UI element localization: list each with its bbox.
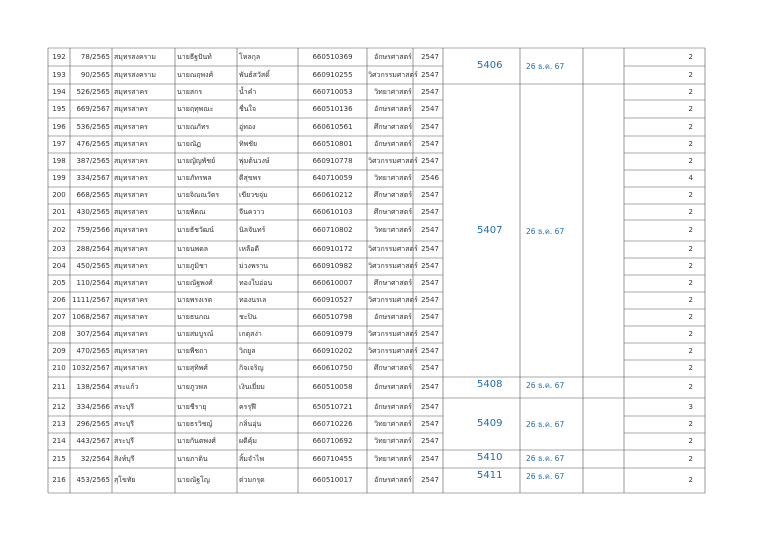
- table-cell: 296/2565: [76, 420, 110, 428]
- table-cell: 2: [688, 157, 693, 165]
- table-cell: นายณัฐโญ: [177, 476, 210, 484]
- table-cell: 660910527: [312, 296, 353, 304]
- table-cell: เขียวขจุ่ม: [239, 191, 268, 199]
- table-cell: 210: [52, 364, 66, 372]
- table-cell: 2546: [421, 174, 439, 182]
- table-cell: 196: [52, 122, 66, 131]
- table-cell: 2: [688, 347, 693, 355]
- table-cell: 2547: [421, 454, 439, 463]
- table-cell: 2547: [421, 347, 439, 355]
- table-cell: สมุทรสาคร: [114, 87, 148, 96]
- table-cell: 193: [52, 70, 66, 79]
- table-cell: นายสมบูรณ์: [177, 330, 214, 338]
- table-cell: เงินเยี่ยม: [239, 383, 265, 391]
- table-cell: นายชีรายุ: [177, 402, 207, 411]
- table-cell: 2547: [421, 245, 439, 253]
- table-cell: 204: [52, 262, 66, 270]
- table-cell: สมุทรสาคร: [114, 140, 148, 148]
- table-cell: สระแก้ว: [114, 383, 139, 391]
- table-cell: 660610750: [312, 364, 353, 372]
- table-cell: อู่ทอง: [239, 122, 256, 131]
- table-cell: นายพรงเรต: [177, 296, 213, 304]
- table-cell: นิลจันทร์: [239, 226, 266, 234]
- table-cell: 2: [688, 87, 693, 96]
- table-cell: 660910982: [312, 262, 353, 270]
- table-cell: สระบุรี: [114, 420, 134, 428]
- group-date: 26 ธ.ค. 67: [526, 472, 565, 481]
- table-cell: 660510017: [312, 476, 353, 484]
- table-cell: 203: [52, 245, 66, 253]
- table-cell: ผดีคุ้ม: [239, 437, 257, 445]
- table-cell: 2547: [421, 104, 439, 113]
- table-cell: วิถยูล: [239, 347, 256, 355]
- table-cell: 660710802: [312, 226, 353, 234]
- table-cell: 2: [688, 454, 693, 463]
- table-cell: 2: [688, 122, 693, 131]
- table-cell: นายธัชวัฒน์: [177, 226, 214, 234]
- table-cell: สมุทรสาคร: [114, 364, 148, 372]
- table-cell: 78/2565: [80, 52, 110, 61]
- table-cell: 443/2567: [76, 437, 110, 445]
- table-cell: ศึกษาศาสตร์: [373, 122, 413, 131]
- table-cell: นายสกร: [177, 87, 203, 96]
- table-cell: 660710455: [312, 454, 353, 463]
- table-cell: อักษรศาสตร์: [374, 476, 412, 484]
- table-cell: 2547: [421, 476, 439, 484]
- table-cell: 2547: [421, 296, 439, 304]
- table-cell: 2: [688, 70, 693, 79]
- table-cell: สมุทรสาคร: [114, 174, 148, 182]
- table-cell: 2547: [421, 122, 439, 131]
- table-cell: นายสุทิพศ์: [177, 364, 208, 372]
- table-cell: 2: [688, 262, 693, 270]
- table-cell: นายพีชถา: [177, 347, 208, 355]
- table-cell: สมุทรสาคร: [114, 313, 148, 321]
- table-cell: 650510721: [312, 402, 353, 411]
- table-cell: 2547: [421, 420, 439, 428]
- table-cell: วิทยาศาสตร์: [374, 454, 412, 463]
- table-cell: 4: [688, 174, 693, 182]
- table-cell: 192: [52, 52, 66, 61]
- table-cell: 2547: [421, 226, 439, 234]
- table-cell: 526/2565: [76, 87, 110, 96]
- table-cell: วิทยาศาสตร์: [374, 226, 412, 234]
- table-cell: 2: [688, 226, 693, 234]
- table-cell: 216: [52, 476, 66, 484]
- table-cell: อักษรศาสตร์: [374, 52, 412, 61]
- table-cell: วิทยาศาสตร์: [374, 174, 412, 182]
- table-cell: 2: [688, 245, 693, 253]
- table-cell: 660510801: [312, 140, 353, 148]
- table-cell: สมุทรสาคร: [114, 296, 148, 304]
- group-code: 5406: [477, 60, 503, 71]
- group-date: 26 ธ.ค. 67: [526, 420, 565, 429]
- table-cell: วิทยาศาสตร์: [374, 87, 412, 96]
- table-cell: 2: [688, 437, 693, 445]
- table-cell: อักษรศาสตร์: [374, 140, 412, 148]
- table-cell: 2547: [421, 191, 439, 199]
- table-cell: สมุทรสาคร: [114, 330, 148, 338]
- table-cell: สระบุรี: [114, 402, 134, 411]
- table-cell: สมุทรสาคร: [114, 226, 148, 234]
- table-cell: สระบุรี: [114, 437, 134, 445]
- table-cell: ทองนรเล: [239, 296, 267, 304]
- table-cell: 470/2565: [76, 347, 110, 355]
- table-cell: 2547: [421, 157, 439, 165]
- table-cell: 660610103: [312, 207, 353, 216]
- table-cell: นายธนกณ: [177, 313, 210, 321]
- table-cell: 208: [52, 330, 66, 338]
- table-cell: 2547: [421, 402, 439, 411]
- table-cell: น้ำคำ: [239, 87, 257, 96]
- table-cell: วิศวกรรมศาสตร์: [368, 347, 418, 355]
- table-cell: นายณภัทร: [177, 122, 210, 131]
- table-cell: สิงห์บุรี: [114, 454, 135, 463]
- table-cell: สมุทรสาคร: [114, 122, 148, 131]
- table-cell: นายณัฐพงศ์: [177, 279, 213, 287]
- table-cell: 660910778: [312, 157, 353, 165]
- table-cell: 211: [52, 383, 66, 391]
- table-cell: ดีสุขพร: [239, 174, 261, 182]
- table-cell: 3: [688, 402, 693, 411]
- table-cell: สมุทรสงคราม: [114, 52, 156, 61]
- table-cell: 215: [52, 454, 66, 463]
- table-cell: สุโขทัย: [114, 476, 136, 484]
- table-cell: 2: [688, 140, 693, 148]
- group-code: 5409: [477, 418, 503, 429]
- table-cell: 2547: [421, 383, 439, 391]
- table-cell: วิศวกรรมศาสตร์: [368, 296, 418, 304]
- table-cell: 2547: [421, 364, 439, 372]
- table-cell: โหลกุล: [239, 52, 261, 61]
- table-cell: 202: [52, 226, 66, 234]
- table-cell: 206: [52, 296, 66, 304]
- table-cell: 2547: [421, 313, 439, 321]
- table-cell: นายภาติน: [177, 454, 208, 463]
- table-cell: 110/2564: [76, 279, 110, 287]
- group-date: 26 ธ.ค. 67: [526, 226, 565, 236]
- table-cell: 2: [688, 191, 693, 199]
- table-cell: สมุทรสาคร: [114, 191, 148, 199]
- table-cell: สมุทรสาคร: [114, 207, 148, 216]
- table-cell: 334/2566: [76, 402, 110, 411]
- table-cell: 660710053: [312, 87, 353, 96]
- table-cell: 387/2565: [76, 157, 110, 165]
- table-cell: สมุทรสาคร: [114, 157, 148, 165]
- table-cell: 1032/2567: [72, 364, 110, 372]
- table-cell: 759/2566: [76, 226, 110, 234]
- table-cell: 200: [52, 191, 66, 199]
- table-cell: วิศวกรรมศาสตร์: [368, 262, 418, 270]
- table-cell: นายฤทุพณะ: [177, 104, 214, 113]
- table-cell: 2547: [421, 70, 439, 79]
- table-cell: เหลือดี: [239, 245, 260, 253]
- table-cell: 90/2565: [80, 70, 110, 79]
- table-cell: 660710692: [312, 437, 353, 445]
- table-cell: 2547: [421, 140, 439, 148]
- table-cell: พุ่มต้นวงษ์: [239, 157, 270, 165]
- table-cell: กลิ่นอุ่น: [239, 420, 262, 428]
- table-cell: ชื่นใจ: [239, 104, 257, 113]
- table-cell: 2547: [421, 279, 439, 287]
- table-cell: 536/2565: [76, 122, 110, 131]
- table-cell: วิทยาศาสตร์: [374, 437, 412, 445]
- table-cell: นายธรวิชญ์: [177, 420, 213, 428]
- table-cell: 212: [52, 402, 66, 411]
- table-cell: 138/2564: [76, 383, 110, 391]
- table-cell: 2: [688, 383, 693, 391]
- table-cell: 2: [688, 104, 693, 113]
- table-cell: 207: [52, 313, 66, 321]
- group-date: 26 ธ.ค. 67: [526, 454, 565, 463]
- table-cell: นายณฤพงศ์: [177, 70, 214, 79]
- table-cell: สมุทรสาคร: [114, 104, 148, 113]
- table-cell: สมุทรสาคร: [114, 279, 148, 287]
- table-cell: วิศวกรรมศาสตร์: [368, 245, 418, 253]
- table-cell: 430/2565: [76, 207, 110, 216]
- table-cell: ทองใบอ่อน: [239, 279, 273, 287]
- table-cell: 2547: [421, 207, 439, 216]
- table-cell: 1111/2567: [72, 296, 110, 304]
- table-cell: นายนพดล: [177, 245, 209, 253]
- table-cell: เกตุสง่า: [239, 330, 262, 338]
- table-cell: นายจิณณวัตร: [177, 191, 220, 199]
- table-cell: ชะปิน: [239, 313, 257, 321]
- table-cell: ต่วมกรุด: [239, 476, 265, 484]
- table-cell: อักษรศาสตร์: [374, 383, 412, 391]
- table-cell: วิศวกรรมศาสตร์: [368, 70, 418, 79]
- table-cell: 660910255: [312, 70, 353, 79]
- table-cell: 660910172: [312, 245, 353, 253]
- table-cell: ม่วงพราน: [239, 262, 269, 270]
- table-cell: 2: [688, 420, 693, 428]
- table-cell: อักษรศาสตร์: [374, 104, 412, 113]
- table-cell: 660610212: [312, 191, 353, 199]
- table-cell: 640710059: [312, 174, 353, 182]
- table-cell: สิ้มจำไพ: [239, 454, 265, 463]
- table-cell: พันธ์สวัสดิ์: [239, 70, 270, 79]
- table-cell: สมุทรสาคร: [114, 347, 148, 355]
- table-cell: วิศวกรรมศาสตร์: [368, 330, 418, 338]
- table-cell: นายภูมิชา: [177, 262, 208, 270]
- table-cell: 209: [52, 347, 66, 355]
- table-cell: 2547: [421, 262, 439, 270]
- table-cell: ทิพชัย: [239, 140, 258, 148]
- table-cell: สมุทรสาคร: [114, 262, 148, 270]
- table-cell: 660610561: [312, 122, 353, 131]
- table-cell: 197: [52, 140, 66, 148]
- table-cell: 214: [52, 437, 66, 445]
- table-cell: 32/2564: [80, 454, 110, 463]
- table-cell: 660510369: [312, 52, 353, 61]
- table-cell: 453/2565: [76, 476, 110, 484]
- table-cell: ศึกษาศาสตร์: [373, 207, 413, 216]
- group-code: 5410: [477, 452, 503, 463]
- table-cell: ศึกษาศาสตร์: [373, 279, 413, 287]
- table-cell: 660510136: [312, 104, 353, 113]
- group-code: 5411: [477, 470, 503, 481]
- group-code: 5407: [477, 224, 503, 236]
- table-cell: นายญัญพัชย์: [177, 157, 216, 165]
- table-cell: 668/2565: [76, 191, 110, 199]
- table-cell: 2: [688, 330, 693, 338]
- table-cell: กิจเจริญ: [239, 364, 264, 372]
- table-cell: 199: [52, 174, 66, 182]
- table-cell: สมุทรสาคร: [114, 245, 148, 253]
- table-cell: 2547: [421, 437, 439, 445]
- table-cell: 2: [688, 52, 693, 61]
- table-cell: 201: [52, 207, 66, 216]
- table-cell: นายกันตพงศ์: [177, 437, 216, 445]
- table-cell: อักษรศาสตร์: [374, 313, 412, 321]
- group-date: 26 ธ.ค. 67: [526, 62, 565, 71]
- table-cell: 334/2567: [76, 174, 110, 182]
- table-cell: 195: [52, 104, 66, 113]
- table-cell: 1068/2567: [72, 313, 110, 321]
- table-cell: นายพัดณ: [177, 207, 206, 216]
- table-cell: 660910979: [312, 330, 353, 338]
- table-cell: 450/2565: [76, 262, 110, 270]
- table-cell: จีนควาว: [239, 207, 265, 216]
- table-cell: 307/2564: [76, 330, 110, 338]
- table-cell: 660510058: [312, 383, 353, 391]
- table-cell: 660710226: [312, 420, 353, 428]
- table-cell: 2547: [421, 330, 439, 338]
- table-cell: 205: [52, 279, 66, 287]
- table-cell: นายธีฐปันท์: [177, 52, 212, 61]
- table-cell: 288/2564: [76, 245, 110, 253]
- table-cell: 2: [688, 476, 693, 484]
- table-cell: 2: [688, 207, 693, 216]
- table-cell: 198: [52, 157, 66, 165]
- table-cell: ศึกษาศาสตร์: [373, 364, 413, 372]
- group-date: 26 ธ.ค. 67: [526, 381, 565, 390]
- table-cell: อักษรศาสตร์: [374, 402, 412, 411]
- table-cell: นายณัฏ: [177, 140, 202, 148]
- table-cell: 2547: [421, 52, 439, 61]
- table-cell: นายภัทรพล: [177, 174, 212, 182]
- table-cell: 660510798: [312, 313, 353, 321]
- table-cell: 2: [688, 313, 693, 321]
- table-cell: 669/2567: [76, 104, 110, 113]
- table-cell: วิทยาศาสตร์: [374, 420, 412, 428]
- table-cell: ครรุฬี: [239, 402, 256, 411]
- table-cell: 2: [688, 296, 693, 304]
- table-cell: 476/2565: [76, 140, 110, 148]
- table-cell: วิศวกรรมศาสตร์: [368, 157, 418, 165]
- table-cell: 2: [688, 279, 693, 287]
- table-cell: สมุทรสงคราม: [114, 70, 156, 79]
- table-cell: 213: [52, 420, 66, 428]
- table-cell: ศึกษาศาสตร์: [373, 191, 413, 199]
- table-cell: 660610007: [312, 279, 353, 287]
- table-cell: 2: [688, 364, 693, 372]
- table-cell: 2547: [421, 87, 439, 96]
- table-cell: 194: [52, 87, 66, 96]
- table-cell: นายภูวพล: [177, 383, 208, 391]
- group-code: 5408: [477, 379, 503, 390]
- table-cell: 660910202: [312, 347, 353, 355]
